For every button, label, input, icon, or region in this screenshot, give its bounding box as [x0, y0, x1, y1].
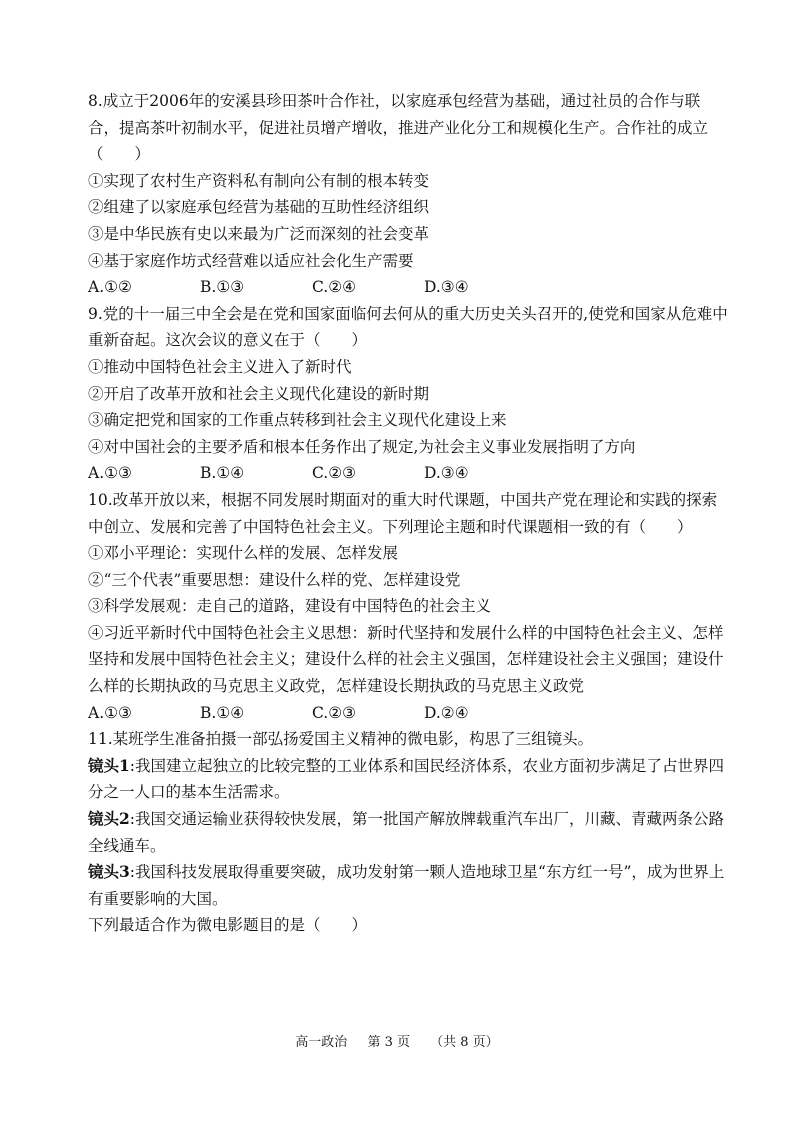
statement-item: ①推动中国特色社会主义进入了新时代: [88, 357, 352, 376]
option-d: D.③④: [424, 464, 469, 483]
shot-label: 镜头1: [88, 755, 130, 775]
shot-paragraph: [88, 806, 728, 859]
option-c: C.②③: [312, 703, 357, 722]
statement-item: ③确定把党和国家的工作重点转移到社会主义现代化建设上来: [88, 411, 507, 430]
shot-text: :我国建立起独立的比较完整的工业体系和国民经济体系，农业方面初步满足了占世界四分之一人口的基本生活需求。: [88, 756, 725, 802]
answer-options: [88, 460, 728, 487]
answer-options: [88, 274, 728, 301]
footer-subject: 高一政治: [295, 1035, 348, 1050]
statement-item: ①实现了农村生产资料私有制向公有制的根本转变: [88, 171, 430, 190]
statement-item: ③是中华民族有史以来最为广泛而深刻的社会变革: [88, 224, 430, 243]
statement-item: ①邓小平理论：实现什么样的发展、怎样发展: [88, 544, 399, 563]
question-11: [88, 726, 728, 939]
footer-total-pages: （共 8 页）: [430, 1035, 499, 1050]
statement-item: ④基于家庭作坊式经营难以适应社会化生产需要: [88, 251, 414, 270]
shot-text: :我国交通运输业获得较快发展，第一批国产解放牌载重汽车出厂，川藏、青藏两条公路全线通车。: [88, 810, 725, 855]
shot-paragraph: [88, 859, 728, 912]
question-stem: 10.改革开放以来，根据不同发展时期面对的重大时代课题，中国共产党在理论和实践的探索中创立、发展和完善了中国特色社会主义。下列理论主题和时代课题相一致的有（ ）: [88, 490, 718, 536]
statement-item: ④习近平新时代中国特色社会主义思想：新时代坚持和发展什么样的中国特色社会主义、怎样坚持和发展中国特色社会主义；建设什么样的社会主义强国，怎样建设社会主义强国；建设什么样的长期执政的马克思主义政党，怎样建设长期执政的马克思主义政党: [88, 623, 724, 696]
footer-page-number: 第 3 页: [367, 1035, 410, 1050]
option-d: D.③④: [424, 278, 469, 297]
shot-label: 镜头3: [88, 862, 130, 882]
option-a: A.①③: [88, 464, 132, 483]
question-9: [88, 301, 728, 487]
question-stem: 11.某班学生准备拍摄一部弘扬爱国主义精神的微电影，构思了三组镜头。: [88, 730, 594, 749]
shot-label: 镜头2: [88, 809, 130, 829]
option-c: C.②③: [312, 464, 357, 483]
statement-item: ②开启了改革开放和社会主义现代化建设的新时期: [88, 384, 430, 403]
answer-options: [88, 700, 728, 727]
statement-item: ②“三个代表”重要思想：建设什么样的党、怎样建设党: [88, 570, 461, 589]
statement-item: ③科学发展观：走自己的道路，建设有中国特色的社会主义: [88, 597, 492, 616]
statement-item: ②组建了以家庭承包经营为基础的互助性经济组织: [88, 198, 430, 217]
page-footer: [0, 1031, 794, 1050]
question-prompt: 下列最适合作为微电影题目的是（ ）: [88, 916, 368, 935]
option-d: D.②④: [424, 703, 469, 722]
question-stem: 9.党的十一届三中全会是在党和国家面临何去何从的重大历史关头召开的,使党和国家从危难中重新奋起。这次会议的意义在于（ ）: [88, 304, 728, 350]
option-c: C.②④: [312, 278, 357, 297]
shot-text: :我国科技发展取得重要突破，成功发射第一颗人造地球卫星“东方红一号”，成为世界上有重要影响的大国。: [88, 863, 725, 908]
question-8: [88, 88, 728, 301]
option-b: B.①③: [200, 278, 245, 297]
option-b: B.①④: [200, 703, 245, 722]
option-b: B.①④: [200, 464, 245, 483]
statement-item: ④对中国社会的主要矛盾和根本任务作出了规定,为社会主义事业发展指明了方向: [88, 437, 636, 456]
page-content: [88, 88, 728, 939]
option-a: A.①②: [88, 278, 132, 297]
question-10: [88, 487, 728, 726]
shot-paragraph: [88, 753, 728, 806]
question-stem: 8.成立于2006年的安溪县珍田茶叶合作社，以家庭承包经营为基础，通过社员的合作与联合，提高茶叶初制水平，促进社员增产增收，推进产业化分工和规模化生产。合作社的成立（ ）: [88, 92, 709, 164]
option-a: A.①③: [88, 703, 132, 722]
